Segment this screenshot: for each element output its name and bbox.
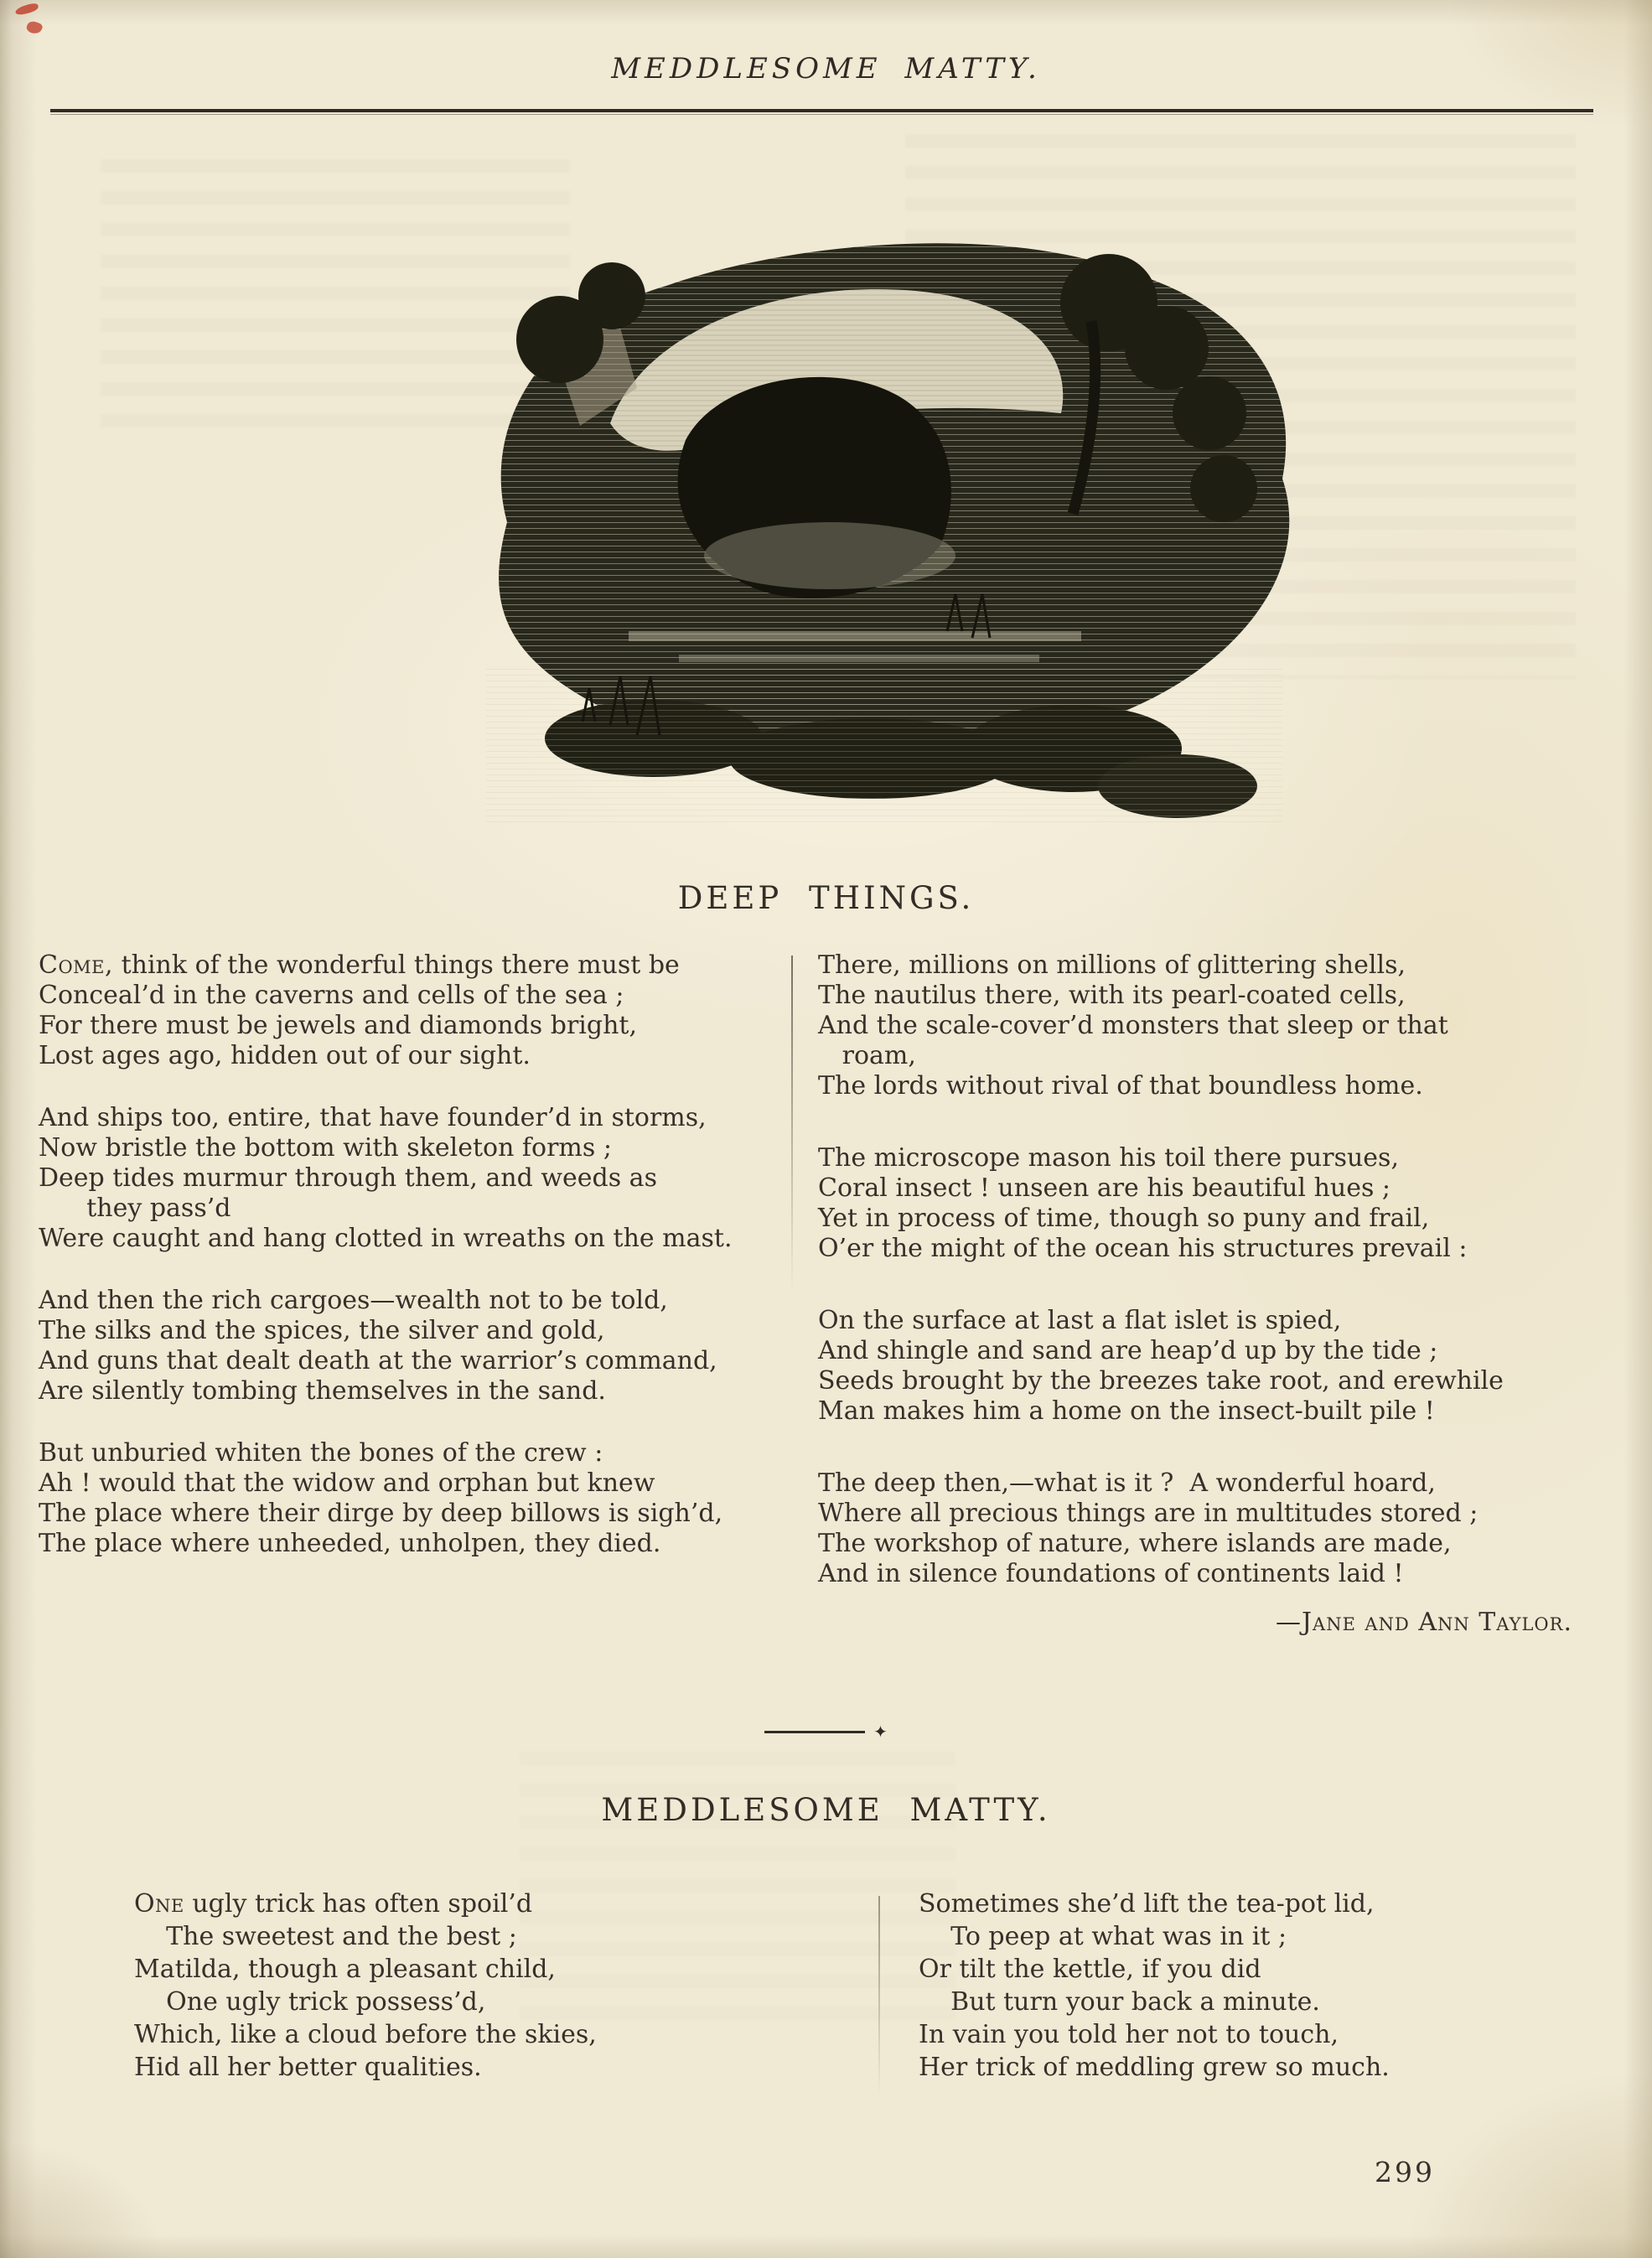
poem-line [39, 950, 785, 981]
poem-line: Seeds brought by the breezes take root, and erewhile [818, 1366, 1504, 1396]
poem-line: And the scale-cover’d monsters that sleep or that [818, 1011, 1448, 1040]
poem-line: Her trick of meddling grew so much. [919, 2053, 1390, 2082]
running-header: MEDDLESOME MATTY. [611, 52, 1041, 85]
poem-line: The lords without rival of that boundless home. [818, 1071, 1423, 1101]
stanza [818, 1143, 1581, 1264]
poem-line: Coral insect ! unseen are his beautiful hues ; [818, 1173, 1390, 1203]
poem-line: Where all precious things are in multitudes stored ; [818, 1499, 1479, 1528]
engraving-graphic [360, 161, 1375, 842]
poem-title-deep-things: DEEP THINGS. [677, 880, 975, 916]
poem-line: There, millions on millions of glittering shells, [818, 950, 1406, 980]
stanza [818, 1306, 1581, 1427]
poem-line: On the surface at last a flat islet is spied, [818, 1306, 1342, 1335]
poem-title-meddlesome-matty: MEDDLESOME MATTY. [601, 1792, 1051, 1828]
meddlesome-right-column [919, 1888, 1623, 2116]
stanza [39, 950, 785, 1071]
poem-line: Deep tides murmur through them, and weeds as [39, 1163, 657, 1193]
poem-line: The place where their dirge by deep billows is sigh’d, [39, 1499, 723, 1528]
deep-things-left-column [39, 950, 785, 1591]
poem-line: But unburied whiten the bones of the crew : [39, 1438, 603, 1468]
poem-line: Yet in process of time, though so puny and frail, [818, 1204, 1430, 1233]
poem-line: The microscope mason his toil there pursues, [818, 1143, 1399, 1173]
poem-line: they pass’d [39, 1194, 231, 1223]
stanza [39, 1438, 785, 1559]
poem-line: The workshop of nature, where islands are made, [818, 1529, 1452, 1558]
poem-line: The sweetest and the best ; [134, 1922, 517, 1951]
deep-things-right-column [818, 950, 1581, 1631]
poem-line: And shingle and sand are heap’d up by the tide ; [818, 1336, 1438, 1365]
stanza [134, 1888, 838, 2084]
stanza [818, 950, 1581, 1101]
poem-line: The silks and the spices, the silver and gold, [39, 1316, 605, 1345]
header-rule [50, 109, 1593, 112]
poem-line: Which, like a cloud before the skies, [134, 2020, 597, 2049]
poem-line: Were caught and hang clotted in wreaths on the mast. [39, 1224, 733, 1253]
stanza [39, 1103, 785, 1254]
poem-attribution: —Jane and Ann Taylor. [1276, 1608, 1572, 1637]
sea-cavern-illustration [360, 161, 1375, 842]
poem-line: And then the rich cargoes—wealth not to be told, [39, 1286, 668, 1315]
meddlesome-left-column [134, 1888, 838, 2116]
poem-line: Ah ! would that the widow and orphan but knew [39, 1468, 655, 1498]
red-pen-mark [25, 19, 44, 35]
stanza [39, 1286, 785, 1406]
small-caps-lead-word: Come, [39, 950, 114, 980]
poem-line: To peep at what was in it ; [919, 1922, 1287, 1951]
poem-line: The deep then,—what is it ? A wonderful hoard, [818, 1468, 1436, 1498]
divider-line [764, 1731, 865, 1733]
poem-line [134, 1888, 838, 1920]
poem-line: Or tilt the kettle, if you did [919, 1955, 1261, 1984]
poem-line: One ugly trick possess’d, [134, 1987, 486, 2017]
poem-line: The place where unheeded, unholpen, they died. [39, 1529, 661, 1558]
poem-line: Man makes him a home on the insect-built pile ! [818, 1396, 1435, 1426]
poem-line: Are silently tombing themselves in the sand. [39, 1376, 606, 1406]
poem-line: And guns that dealt death at the warrior’s command, [39, 1346, 717, 1375]
poem-line: The nautilus there, with its pearl-coated cells, [818, 981, 1406, 1010]
red-pen-mark [14, 3, 39, 17]
poem-line: Hid all her better qualities. [134, 2053, 482, 2082]
poem-line: Sometimes she’d lift the tea-pot lid, [919, 1889, 1375, 1919]
poem-line-text: ugly trick has often spoil’d [184, 1889, 533, 1919]
poem-line: And in silence foundations of continents laid ! [818, 1559, 1404, 1588]
small-caps-lead-word: One [134, 1889, 184, 1919]
divider-ornament-icon: ✦ [873, 1722, 888, 1742]
poem-line: For there must be jewels and diamonds bright, [39, 1011, 637, 1040]
poem-line: roam, [818, 1041, 916, 1070]
section-divider [0, 1723, 1652, 1740]
poem-line: O’er the might of the ocean his structures prevail : [818, 1234, 1468, 1263]
poem-line: Lost ages ago, hidden out of our sight. [39, 1041, 531, 1070]
column-divider-rule [878, 1896, 880, 2097]
column-divider-rule [791, 956, 793, 1291]
stanza [818, 1468, 1581, 1589]
stanza [919, 1888, 1623, 2084]
poem-line-text: think of the wonderful things there must be [113, 950, 680, 980]
poem-line: Conceal’d in the caverns and cells of the sea ; [39, 981, 624, 1010]
poem-line: Matilda, though a pleasant child, [134, 1955, 556, 1984]
poem-line: And ships too, entire, that have founder’d in storms, [39, 1103, 707, 1132]
poem-line: Now bristle the bottom with skeleton forms ; [39, 1133, 612, 1163]
poem-line: But turn your back a minute. [919, 1987, 1320, 2017]
poem-line: In vain you told her not to touch, [919, 2020, 1339, 2049]
page-number: 299 [1375, 2156, 1435, 2188]
